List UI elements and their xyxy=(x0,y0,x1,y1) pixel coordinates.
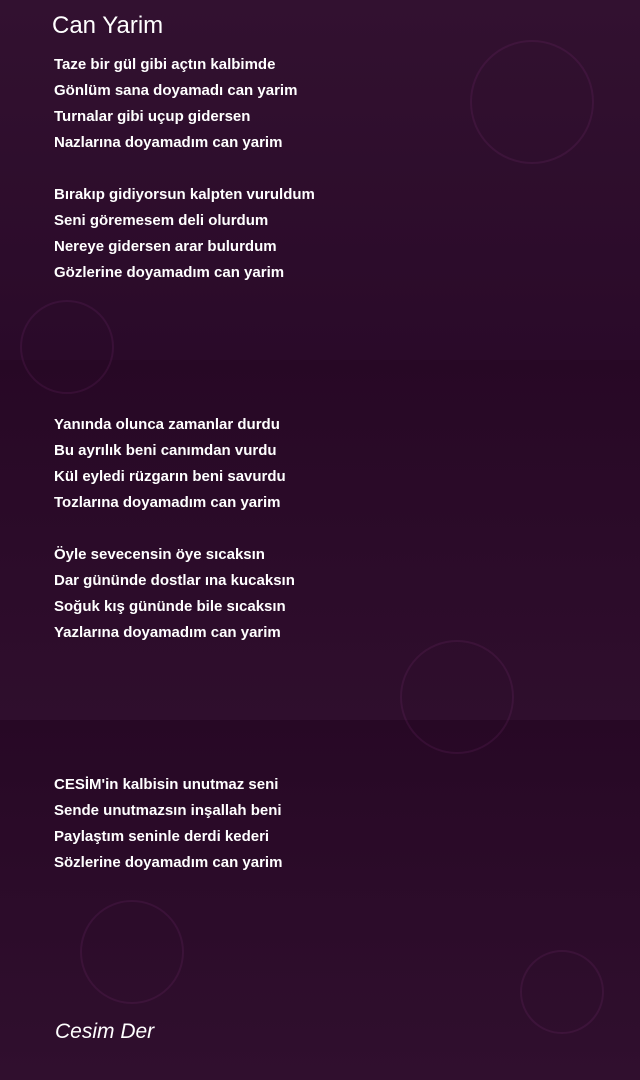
poem-line: Yanında olunca zamanlar durdu xyxy=(54,416,280,433)
poem-line: Seni göremesem deli olurdum xyxy=(54,212,269,229)
poem-line: Gönlüm sana doyamadı can yarim xyxy=(54,82,298,99)
poem-line: Soğuk kış gününde bile sıcaksın xyxy=(54,598,286,615)
stanza-5 xyxy=(54,772,282,876)
poem-line: Taze bir gül gibi açtın kalbimde xyxy=(54,56,276,73)
stanza-2 xyxy=(54,182,315,286)
poem-line: Nereye gidersen arar bulurdum xyxy=(54,238,277,255)
poem-line: Tozlarına doyamadım can yarim xyxy=(54,494,281,511)
poem-line: Sende unutmazsın inşallah beni xyxy=(54,802,282,819)
stanza-3 xyxy=(54,412,286,516)
poem-line: Turnalar gibi uçup gidersen xyxy=(54,108,251,125)
poem-line: Paylaştım seninle derdi kederi xyxy=(54,828,270,845)
poem-line: Dar gününde dostlar ına kucaksın xyxy=(54,572,295,589)
poem-line: Sözlerine doyamadım can yarim xyxy=(54,854,283,871)
poem-line: Kül eyledi rüzgarın beni savurdu xyxy=(54,468,286,485)
poem-line: CESİM'in kalbisin unutmaz seni xyxy=(54,776,279,793)
stanza-1 xyxy=(54,52,297,156)
poem-line: Nazlarına doyamadım can yarim xyxy=(54,134,283,151)
poem-line: Bırakıp gidiyorsun kalpten vuruldum xyxy=(54,186,315,203)
poem-title: Can Yarim xyxy=(52,12,164,39)
stanza-4 xyxy=(54,542,295,646)
poem-author: Cesim Der xyxy=(55,1020,155,1043)
poem-line: Yazlarına doyamadım can yarim xyxy=(54,624,281,641)
poem-line: Gözlerine doyamadım can yarim xyxy=(54,264,285,281)
poem-line: Öyle sevecensin öye sıcaksın xyxy=(54,546,265,563)
poem-line: Bu ayrılık beni canımdan vurdu xyxy=(54,442,277,459)
